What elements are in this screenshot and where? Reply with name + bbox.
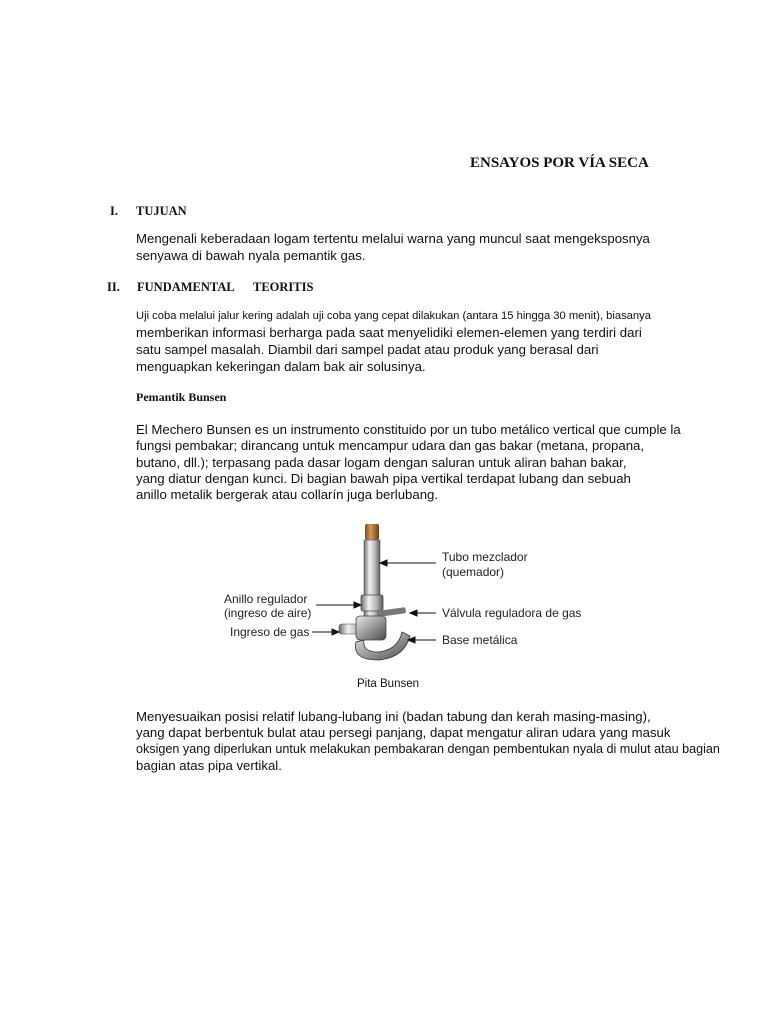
document-title: ENSAYOS POR VÍA SECA <box>470 155 649 171</box>
label-gas-in: Ingreso de gas <box>230 625 310 639</box>
section-2-number: II. <box>107 280 120 294</box>
label-ring-2: (ingreso de aire) <box>224 606 312 620</box>
section-2-small-line: Uji coba melalui jalur kering adalah uji coba yang cepat dilakukan (antara 15 hingga 30 menit), biasanya <box>136 310 651 322</box>
bunsen-line-2: fungsi pembakar; dirancang untuk mencampur udara dan gas bakar (metana, propana, <box>136 438 645 453</box>
air-regulator-ring <box>361 595 383 611</box>
bunsen-line-4: yang diatur dengan kunci. Di bagian bawah pipa vertikal terdapat lubang dan sebuah <box>136 471 631 486</box>
burner-body <box>356 616 386 640</box>
label-ring-1: Anillo regulador <box>224 592 308 606</box>
section-1-line-2: senyawa di bawah nyala pemantik gas. <box>136 248 366 263</box>
closing-line-3: oksigen yang diperlukan untuk melakukan pembakaran dengan pembentukan nyala di mulut atau bagian <box>136 742 720 756</box>
closing-line-2: yang dapat berbentuk bulat atau persegi panjang, dapat mengatur aliran udara yang masuk <box>136 725 671 740</box>
section-2-line-1: memberikan informasi berharga pada saat menyelidiki elemen-elemen yang terdiri dari <box>136 325 642 340</box>
closing-line-4: bagian atas pipa vertikal. <box>136 758 282 773</box>
label-tube-1: Tubo mezclador <box>442 550 528 564</box>
section-2-line-2: satu sampel masalah. Diambil dari sampel padat atau produk yang berasal dari <box>136 342 599 357</box>
label-tube-2: (quemador) <box>442 565 505 579</box>
burner-tip <box>365 524 379 540</box>
label-valve: Válvula reguladora de gas <box>442 606 582 620</box>
bunsen-line-5: anillo metalik bergerak atau collarín juga berlubang. <box>136 487 439 502</box>
section-1-number: I. <box>110 204 118 218</box>
closing-line-1: Menyesuaikan posisi relatif lubang-lubang ini (badan tabung dan kerah masing-masing), <box>136 709 651 724</box>
section-2-heading-b: TEORITIS <box>253 280 314 294</box>
label-base: Base metálica <box>442 633 518 647</box>
figure-caption: Pita Bunsen <box>357 678 420 690</box>
bunsen-line-3: butano, dll.); terpasang pada dasar logam dengan saluran untuk aliran bahan bakar, <box>136 455 627 470</box>
bunsen-line-1: El Mechero Bunsen es un instrumento constituido por un tubo metálico vertical que cumple la <box>136 422 681 437</box>
section-1-line-1: Mengenali keberadaan logam tertentu melalui warna yang muncul saat mengeksposnya <box>136 231 650 246</box>
section-2-heading-a: FUNDAMENTAL <box>137 280 235 294</box>
subheading-pemantik-bunsen: Pemantik Bunsen <box>136 390 227 404</box>
section-2-line-3: menguapkan kekeringan dalam bak air solusinya. <box>136 359 426 374</box>
section-1-heading: TUJUAN <box>136 204 187 218</box>
